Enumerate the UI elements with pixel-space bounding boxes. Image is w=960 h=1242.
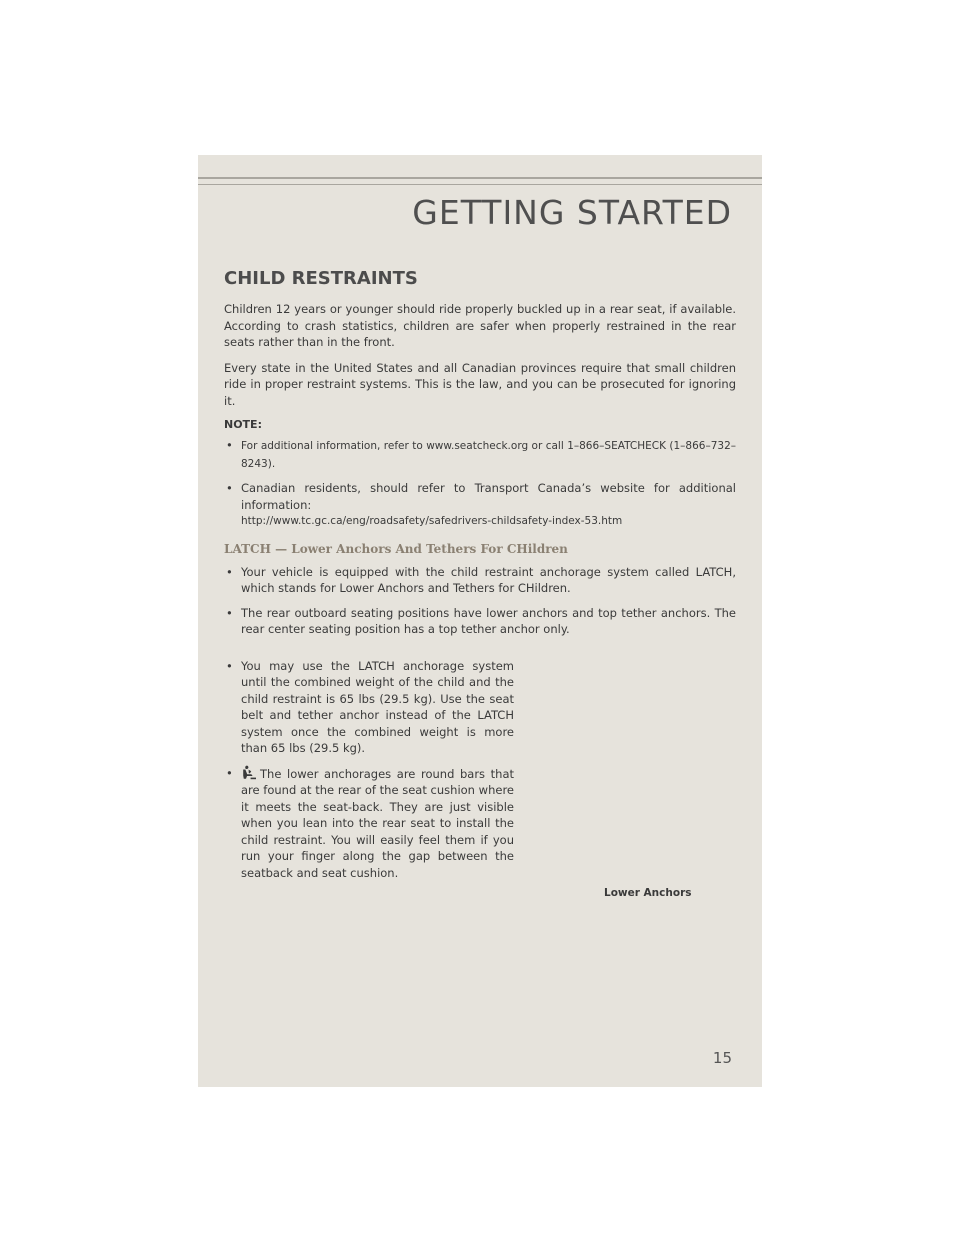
note-item-canada [224, 480, 736, 530]
paragraph-children-age: Children 12 years or younger should ride properly buckled up in a rear seat, if available. According to crash statistics, children are safer when properly restrained in the rear seats rather than in the front. [224, 302, 736, 349]
section-header: GETTING STARTED [412, 193, 732, 232]
latch-item: • Your vehicle is equipped with the child restraint anchorage system called LATCH, which stands for Lower Anchors and Tethers for CHildren. [224, 564, 736, 597]
latch-list [224, 564, 736, 638]
latch-detail-list [224, 658, 514, 882]
latch-detail-item [224, 765, 514, 882]
header-rule-top [198, 177, 762, 179]
note-text: Canadian residents, should refer to Transport Canada’s website for additional information: [241, 481, 736, 512]
latch-detail-section [224, 658, 736, 899]
note-label: NOTE: [224, 418, 262, 431]
note-item-seatcheck [224, 437, 736, 472]
transport-canada-link[interactable]: http://www.tc.gc.ca/eng/roadsafety/safedrivers-childsafety-index-53.htm [241, 515, 623, 527]
child-seat-icon [241, 765, 257, 780]
note-text: For additional information, refer to www.seatcheck.org or call 1–866–SEATCHECK (1–866–732–8243). [241, 440, 736, 470]
figure-caption: Lower Anchors [604, 886, 692, 899]
paragraph-law: Every state in the United States and all Canadian provinces require that small children ride in proper restraint systems. This is the law, and you can be prosecuted for ignoring it. [224, 360, 736, 408]
page-number: 15 [712, 1049, 732, 1067]
note-list [224, 437, 736, 530]
latch-subheading: LATCH — Lower Anchors And Tethers For CHildren [224, 541, 568, 556]
header-rule-bottom [198, 184, 762, 185]
manual-page [198, 155, 762, 1087]
latch-detail-item: • You may use the LATCH anchorage system until the combined weight of the child and the child restraint is 65 lbs (29.5 kg). Use the seat belt and tether anchor instead of the LATCH system once the combined weight is more than 65 lbs (29.5 kg). [224, 658, 514, 757]
latch-item: • The rear outboard seating positions have lower anchors and top tether anchors. The rear center seating position has a top tether anchor only. [224, 605, 736, 638]
latch-detail-text [224, 658, 514, 882]
latch-detail-text-span: The lower anchorages are round bars that are found at the rear of the seat cushion where it meets the seat-back. They are just visible when you lean into the rear seat to install the child restraint. You will easily feel them if you run your finger along the gap between the seatback and seat cushion. [241, 766, 514, 880]
article-title: CHILD RESTRAINTS [224, 268, 418, 289]
article-content [224, 268, 736, 899]
